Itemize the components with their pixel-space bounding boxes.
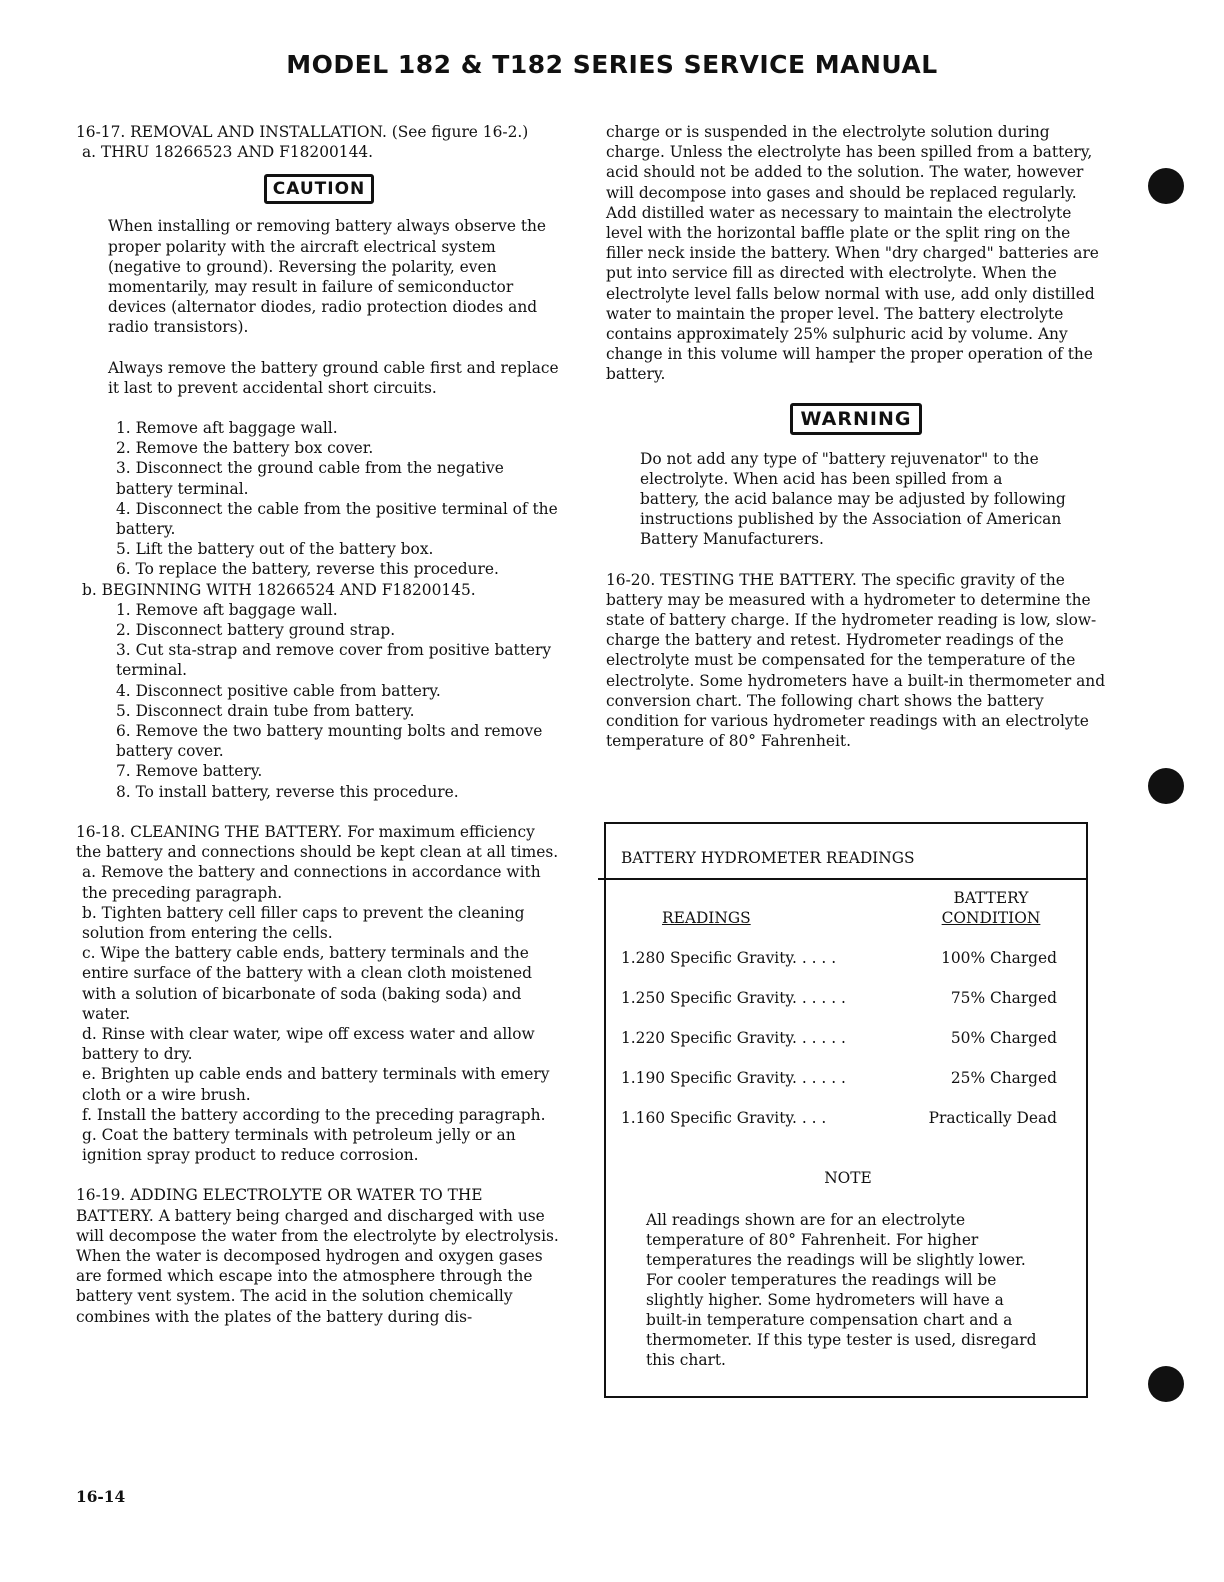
cleaning-item-b: b. Tighten battery cell filler caps to prevent the cleaning solution from entering the cells. bbox=[82, 903, 525, 942]
section-16-18-heading: 16-18. CLEANING THE BATTERY. For maximum efficiency the battery and connections should be kept clean at all times. bbox=[76, 822, 559, 862]
column-header-readings: READINGS bbox=[662, 909, 751, 927]
section-16-17-heading: 16-17. REMOVAL AND INSTALLATION. (See figure 16-2.) bbox=[76, 123, 529, 141]
table-cell-reading: 1.160 Specific Gravity. . . . bbox=[621, 1109, 827, 1127]
table-divider bbox=[598, 878, 1088, 880]
table-cell-reading: 1.220 Specific Gravity. . . . . . bbox=[621, 1029, 846, 1047]
step-a-4: 4. Disconnect the cable from the positive terminal of the battery. bbox=[116, 499, 558, 539]
table-cell-condition: 75% Charged bbox=[950, 989, 1057, 1007]
section-16-19-continued: charge or is suspended in the electrolyte solution during charge. Unless the electrolyte has been spilled from a battery, acid should not be added to the solution. The water, however will decompose into gases and should be replaced regularly. Add distilled water as necessary to maintain the electrolyte level with the horizontal baffle plate or the split ring on the filler neck inside the battery. When "dry charged" batteries are put into service fill as directed with electrolyte. When the electrolyte level falls below normal with use, add only distilled water to maintain the proper level. The battery electrolyte contains approximately 25% sulphuric acid by volume. Any change in this volume will hamper the proper operation of the battery. bbox=[606, 123, 1099, 384]
table-cell-reading: 1.250 Specific Gravity. . . . . . bbox=[621, 989, 846, 1007]
step-a-3: 3. Disconnect the ground cable from the negative battery terminal. bbox=[116, 459, 504, 498]
step-b-1: 1. Remove aft baggage wall. bbox=[116, 600, 338, 619]
binder-hole-icon bbox=[1148, 1366, 1184, 1402]
binder-hole-icon bbox=[1148, 768, 1184, 804]
warning-text: Do not add any type of "battery rejuvenator" to the electrolyte. When acid has been spilled from a battery, the acid balance may be adjusted by following instructions published by the Association of American Battery Manufacturers. bbox=[640, 449, 1066, 549]
subsection-a-heading: a. THRU 18266523 AND F18200144. bbox=[82, 143, 374, 162]
page-title: MODEL 182 & T182 SERIES SERVICE MANUAL bbox=[286, 50, 938, 79]
subsection-b-heading: b. BEGINNING WITH 18266524 AND F18200145. bbox=[82, 580, 476, 599]
binder-hole-icon bbox=[1148, 168, 1184, 204]
note-text: All readings shown are for an electrolyte temperature of 80° Fahrenheit. For higher temperatures the readings will be slightly lower. For cooler temperatures the readings will be slightly higher. Some hydrometers will have a built-in temperature compensation chart and a thermometer. If this type tester is used, disregard this chart. bbox=[646, 1211, 1037, 1369]
step-b-5: 5. Disconnect drain tube from battery. bbox=[116, 701, 415, 720]
step-a-6: 6. To replace the battery, reverse this procedure. bbox=[116, 560, 499, 579]
table-cell-reading: 1.190 Specific Gravity. . . . . . bbox=[621, 1069, 846, 1087]
table-cell-condition: 25% Charged bbox=[950, 1069, 1057, 1087]
step-b-3: 3. Cut sta-strap and remove cover from positive battery terminal. bbox=[116, 641, 552, 680]
table-title: BATTERY HYDROMETER READINGS bbox=[621, 849, 915, 867]
caution-text-2: Always remove the battery ground cable first and replace it last to prevent accidental short circuits. bbox=[108, 358, 559, 397]
hydrometer-table bbox=[604, 822, 1088, 1398]
step-a-1: 1. Remove aft baggage wall. bbox=[116, 419, 338, 438]
warning-label: WARNING bbox=[790, 403, 923, 435]
note-title: NOTE bbox=[824, 1169, 872, 1187]
step-a-5: 5. Lift the battery out of the battery box. bbox=[116, 540, 434, 559]
caution-text: When installing or removing battery always observe the proper polarity with the aircraft electrical system (negative to ground). Reversing the polarity, even momentarily, may result in failure of semiconductor devices (alternator diodes, radio protection diodes and radio transistors). bbox=[108, 217, 547, 337]
column-header-condition bbox=[926, 888, 1056, 928]
section-16-19: 16-19. ADDING ELECTROLYTE OR WATER TO THE BATTERY. A battery being charged and discharged with use will decompose the water from the electrolyte by electrolysis. When the water is decomposed hydrogen and oxygen gases are formed which escape into the atmosphere through the battery vent system. The acid in the solution chemically combines with the plates of the battery during dis- bbox=[76, 1186, 559, 1326]
column-header-condition-line1: BATTERY bbox=[953, 889, 1029, 907]
cleaning-item-g: g. Coat the battery terminals with petroleum jelly or an ignition spray product to reduce corrosion. bbox=[82, 1125, 516, 1165]
step-b-7: 7. Remove battery. bbox=[116, 762, 263, 781]
step-a-2: 2. Remove the battery box cover. bbox=[116, 439, 374, 458]
step-b-2: 2. Disconnect battery ground strap. bbox=[116, 621, 396, 640]
step-b-8: 8. To install battery, reverse this procedure. bbox=[116, 782, 459, 801]
caution-callout bbox=[76, 174, 562, 204]
section-16-20: 16-20. TESTING THE BATTERY. The specific gravity of the battery may be measured with a hydrometer to determine the state of battery charge. If the hydrometer reading is low, slow-charge the battery and retest. Hydrometer readings of the electrolyte must be compensated for the temperature of the electrolyte. Some hydrometers have a built-in thermometer and conversion chart. The following chart shows the battery condition for various hydrometer readings with an electrolyte temperature of 80° Fahrenheit. bbox=[606, 570, 1106, 751]
cleaning-item-c: c. Wipe the battery cable ends, battery terminals and the entire surface of the battery with a clean cloth moistened with a solution of bicarbonate of soda (baking soda) and water. bbox=[82, 944, 532, 1023]
caution-label: CAUTION bbox=[264, 174, 375, 204]
warning-callout bbox=[606, 403, 1106, 435]
table-cell-condition: 100% Charged bbox=[941, 949, 1057, 967]
table-cell-reading: 1.280 Specific Gravity. . . . . bbox=[621, 949, 837, 967]
step-b-6: 6. Remove the two battery mounting bolts and remove battery cover. bbox=[116, 722, 543, 761]
column-header-condition-line2: CONDITION bbox=[941, 909, 1041, 927]
cleaning-item-d: d. Rinse with clear water, wipe off excess water and allow battery to dry. bbox=[82, 1024, 535, 1064]
cleaning-item-e: e. Brighten up cable ends and battery terminals with emery cloth or a wire brush. bbox=[82, 1065, 550, 1104]
right-column bbox=[606, 122, 1106, 751]
page-number: 16-14 bbox=[76, 1488, 126, 1506]
cleaning-item-a: a. Remove the battery and connections in accordance with the preceding paragraph. bbox=[82, 863, 541, 902]
table-cell-condition: Practically Dead bbox=[928, 1109, 1057, 1127]
cleaning-item-f: f. Install the battery according to the preceding paragraph. bbox=[82, 1105, 546, 1124]
left-column bbox=[76, 122, 562, 1327]
step-b-4: 4. Disconnect positive cable from battery. bbox=[116, 681, 441, 700]
table-cell-condition: 50% Charged bbox=[950, 1029, 1057, 1047]
